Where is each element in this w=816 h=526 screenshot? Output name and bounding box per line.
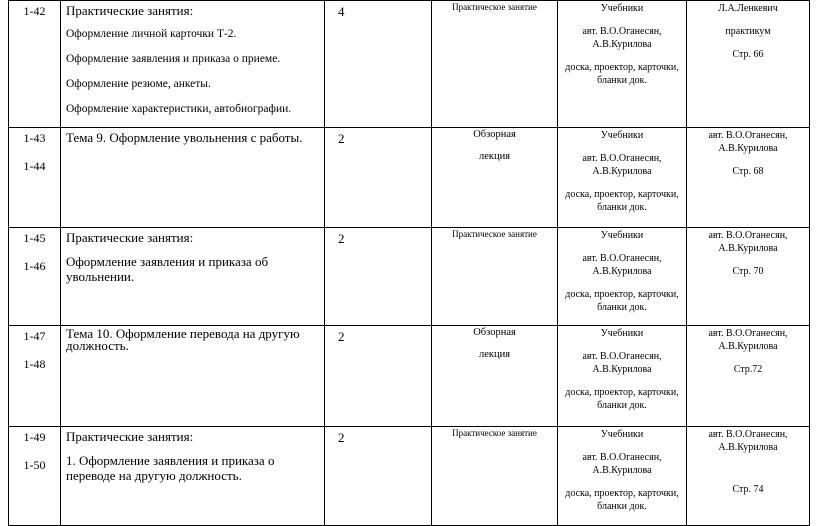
- table-row: [9, 1, 810, 128]
- topic-cell: [61, 1, 325, 128]
- hours-value: 2: [338, 231, 345, 246]
- topic-title: Практические занятия:: [66, 230, 194, 245]
- source-item: доска, проектор, карточки, бланки док.: [565, 387, 679, 411]
- hours-cell: [325, 326, 432, 427]
- literature-cell: [687, 427, 810, 526]
- source-item: Учебники: [600, 3, 644, 14]
- lesson-type-cell: [432, 228, 558, 326]
- lesson-type-cell: [432, 427, 558, 526]
- literature-item: авт. В.О.Оганесян, А.В.Курилова: [708, 429, 788, 453]
- topic-item: Оформление резюме, анкеты.: [66, 78, 211, 90]
- topic-cell: [61, 228, 325, 326]
- literature-item: Стр. 74: [732, 484, 764, 495]
- lesson-number: 1-49: [23, 430, 46, 444]
- lesson-number: 1-43: [23, 131, 46, 145]
- literature-cell: [687, 228, 810, 326]
- source-item: Учебники: [600, 328, 644, 339]
- literature-item: авт. В.О.Оганесян, А.В.Курилова: [708, 130, 788, 154]
- lesson-number-cell: [9, 326, 61, 427]
- lesson-number-cell: [9, 427, 61, 526]
- source-item: Учебники: [600, 230, 644, 241]
- topic-item: Оформление заявления и приказа о приеме.: [66, 53, 281, 65]
- literature-item: авт. В.О.Оганесян, А.В.Курилова: [708, 328, 788, 352]
- topic-item: Оформление заявления и приказа об увольнении.: [66, 254, 269, 284]
- hours-cell: [325, 128, 432, 228]
- topic-title: Практические занятия:: [66, 3, 194, 18]
- lesson-type-cell: [432, 128, 558, 228]
- lesson-number-cell: [9, 1, 61, 128]
- topic-item: Оформление характеристики, автобиографии.: [66, 103, 292, 115]
- sources-cell: [558, 1, 687, 128]
- topic-title: Тема 10. Оформление перевода на другую должность.: [66, 326, 300, 353]
- literature-item: практикум: [725, 26, 771, 37]
- literature-cell: [687, 326, 810, 427]
- lesson-number-cell: [9, 228, 61, 326]
- hours-value: 2: [338, 131, 345, 146]
- source-item: Учебники: [600, 429, 644, 440]
- table-row: [9, 326, 810, 427]
- lesson-type: Обзорная: [473, 327, 516, 338]
- sources-cell: [558, 427, 687, 526]
- source-item: авт. В.О.Оганесян, А.В.Курилова: [582, 253, 662, 277]
- hours-value: 4: [338, 4, 345, 19]
- sources-cell: [558, 228, 687, 326]
- source-item: авт. В.О.Оганесян, А.В.Курилова: [582, 452, 662, 476]
- lesson-number: 1-46: [23, 259, 46, 273]
- literature-item: авт. В.О.Оганесян, А.В.Курилова: [708, 230, 788, 254]
- source-item: доска, проектор, карточки, бланки док.: [565, 488, 679, 512]
- lesson-type-cell: [432, 1, 558, 128]
- hours-value: 2: [338, 430, 345, 445]
- source-item: доска, проектор, карточки, бланки док.: [565, 189, 679, 213]
- table-row: [9, 228, 810, 326]
- source-item: авт. В.О.Оганесян, А.В.Курилова: [582, 351, 662, 375]
- literature-cell: [687, 1, 810, 128]
- lesson-type: лекция: [478, 349, 511, 360]
- hours-value: 2: [338, 329, 345, 344]
- topic-item: Оформление личной карточки Т-2.: [66, 28, 237, 40]
- hours-cell: [325, 427, 432, 526]
- lesson-type: Обзорная: [473, 129, 516, 140]
- table-row: [9, 427, 810, 526]
- lesson-number: 1-48: [23, 357, 46, 371]
- topic-title: Тема 9. Оформление увольнения с работы.: [66, 130, 303, 145]
- lesson-type: лекция: [478, 151, 511, 162]
- sources-cell: [558, 128, 687, 228]
- literature-item: Стр.72: [733, 364, 763, 375]
- literature-item: Стр. 68: [732, 166, 764, 177]
- lesson-number-cell: [9, 128, 61, 228]
- topic-item: 1. Оформление заявления и приказа о переводе на другую должность.: [66, 453, 275, 483]
- sources-cell: [558, 326, 687, 427]
- topic-cell: [61, 326, 325, 427]
- lesson-type: Практическое занятие: [452, 428, 537, 438]
- literature-item: Стр. 66: [732, 49, 764, 60]
- source-item: доска, проектор, карточки, бланки док.: [565, 62, 679, 86]
- lesson-number: 1-50: [23, 458, 46, 472]
- literature-item: Стр. 70: [732, 266, 764, 277]
- table-row: [9, 128, 810, 228]
- lesson-type: Практическое занятие: [452, 229, 537, 239]
- source-item: доска, проектор, карточки, бланки док.: [565, 289, 679, 313]
- source-item: Учебники: [600, 130, 644, 141]
- lesson-number: 1-45: [23, 231, 46, 245]
- lesson-number: 1-42: [23, 4, 46, 18]
- topic-title: Практические занятия:: [66, 429, 194, 444]
- lesson-number: 1-44: [23, 159, 46, 173]
- literature-cell: [687, 128, 810, 228]
- lesson-number: 1-47: [23, 329, 46, 343]
- lesson-plan-table: [8, 0, 810, 526]
- topic-cell: [61, 427, 325, 526]
- topic-cell: [61, 128, 325, 228]
- hours-cell: [325, 228, 432, 326]
- hours-cell: [325, 1, 432, 128]
- literature-item: Л.А.Ленкевич: [718, 3, 778, 14]
- lesson-type-cell: [432, 326, 558, 427]
- lesson-type: Практическое занятие: [452, 2, 537, 12]
- source-item: авт. В.О.Оганесян, А.В.Курилова: [582, 26, 662, 50]
- source-item: авт. В.О.Оганесян, А.В.Курилова: [582, 153, 662, 177]
